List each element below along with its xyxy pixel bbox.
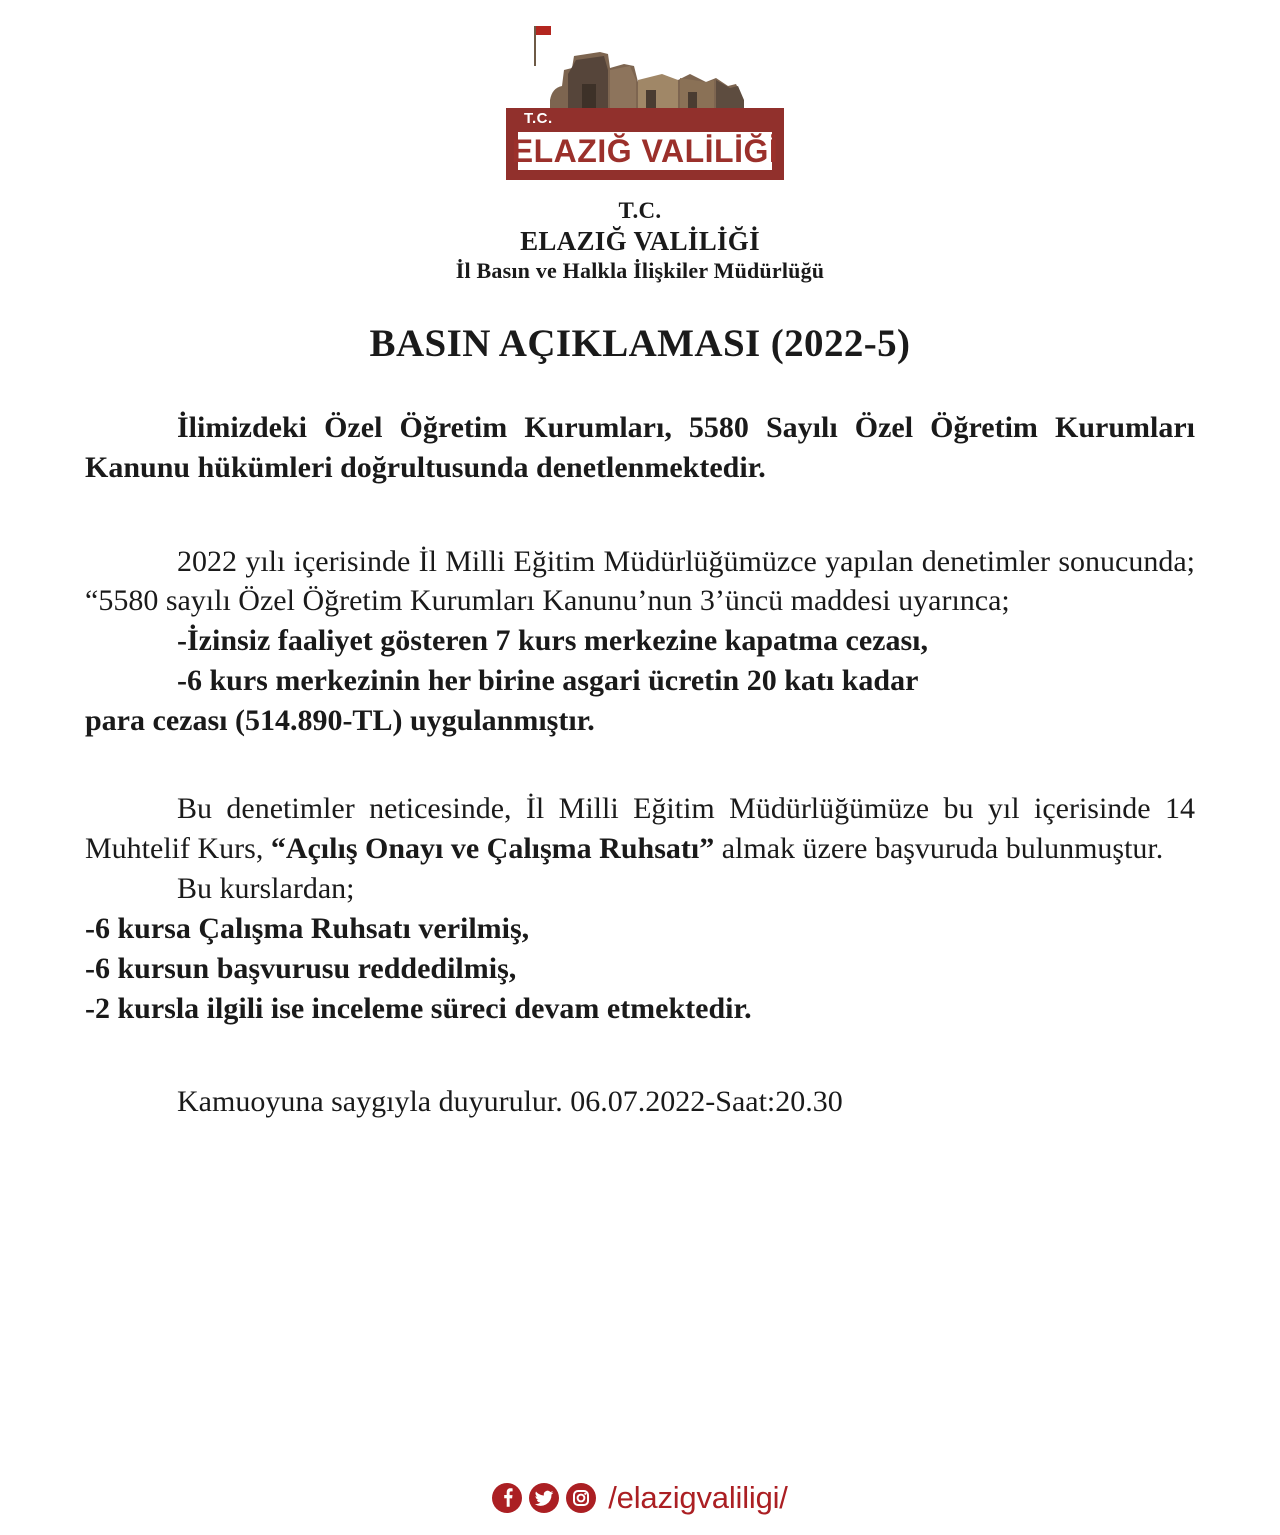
spacer — [85, 488, 1195, 542]
penalty-item-fine-line2: para cezası (514.890-TL) uygulanmıştır. — [85, 704, 595, 738]
course-item-pending: -2 kursla ilgili ise inceleme süreci devam etmektedir. — [85, 991, 752, 1025]
applications-quoted-phrase: “Açılış Onayı ve Çalışma Ruhsatı” — [270, 831, 715, 865]
penalty-item-fine-line1: -6 kurs merkezinin her birine asgari ücretin 20 katı kadar — [177, 664, 919, 698]
social-handle[interactable]: /elazigvaliligi/ — [608, 1480, 788, 1515]
paragraph-intro: İlimizdeki Özel Öğretim Kurumları, 5580 Sayılı Özel Öğretim Kurumları Kanunu hükümleri doğrultusunda denetlenmektedir. — [85, 410, 1195, 484]
closing-statement: Kamuoyuna saygıyla duyurulur. 06.07.2022-Saat:20.30 — [177, 1085, 843, 1119]
facebook-icon[interactable] — [492, 1483, 522, 1513]
spacer — [85, 1028, 1195, 1082]
logo-tc-label: T.C. — [524, 110, 553, 127]
logo-red-bar — [506, 108, 784, 180]
document-body — [85, 366, 1195, 1122]
turkish-flag-icon — [536, 26, 551, 35]
elazig-valiligi-logo — [490, 22, 790, 187]
penalty-item-closure: -İzinsiz faaliyet gösteren 7 kurs merkezine kapatma cezası, — [177, 624, 928, 658]
header-line-tc: T.C. — [618, 198, 662, 223]
logo-name-plate — [511, 130, 779, 172]
course-item-approved: -6 kursa Çalışma Ruhsatı verilmiş, — [85, 911, 530, 945]
page-title: BASIN AÇIKLAMASI (2022-5) — [369, 321, 911, 365]
header-line-governorship: ELAZIĞ VALİLİĞİ — [520, 226, 760, 257]
spacer — [85, 741, 1195, 789]
applications-text-post: almak üzere başvuruda bulunmuştur. — [714, 831, 1164, 865]
logo-block — [0, 0, 1280, 187]
social-footer — [0, 1482, 1280, 1513]
logo-main-text: ELAZIĞ VALİLİĞİ — [511, 133, 779, 169]
institution-header — [0, 197, 1280, 285]
twitter-icon[interactable] — [529, 1483, 559, 1513]
courses-intro-label: Bu kurslardan; — [177, 871, 355, 905]
header-line-department: İl Basın ve Halkla İlişkiler Müdürlüğü — [455, 257, 825, 283]
course-item-rejected: -6 kursun başvurusu reddedilmiş, — [85, 951, 517, 985]
applications-text-pre: Bu denetimler neticesinde, İl Milli Eğitim Müdürlüğümüze bu yıl içerisinde 14 Muhtelif Kurs, — [85, 792, 1195, 865]
instagram-icon[interactable] — [566, 1483, 596, 1513]
paragraph-inspections: 2022 yılı içerisinde İl Milli Eğitim Müdürlüğümüzce yapılan denetimler sonucunda; “5580 sayılı Özel Öğretim Kurumları Kanunu’nun 3’üncü maddesi uyarınca; — [85, 544, 1195, 618]
paragraph-applications — [85, 789, 1195, 869]
